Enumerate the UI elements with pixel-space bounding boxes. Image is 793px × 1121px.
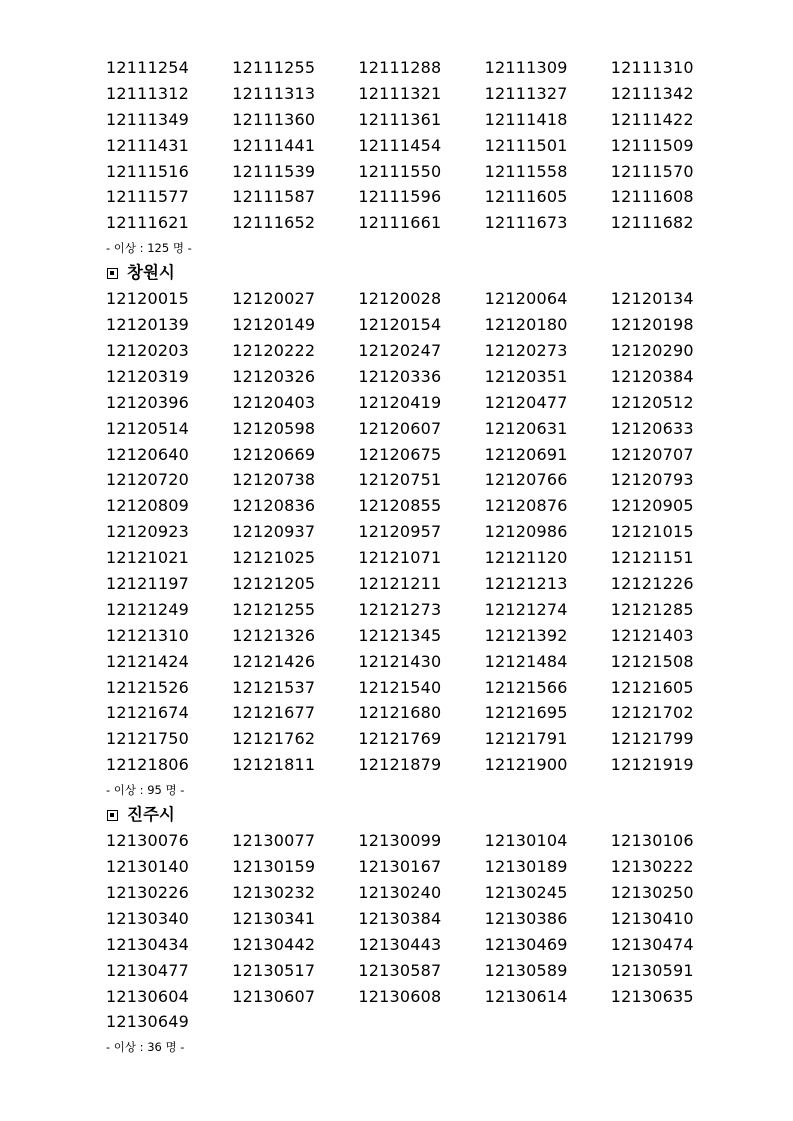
id-number: 12121249 (106, 599, 190, 619)
id-number: 12111570 (610, 161, 694, 181)
id-number: 12121426 (232, 651, 316, 671)
id-number: 12111255 (232, 58, 316, 77)
id-number: 12120403 (232, 392, 316, 412)
id-row (106, 55, 746, 81)
id-number: 12130104 (484, 831, 568, 851)
id-number: 12121226 (610, 574, 694, 594)
id-number: 12121326 (232, 625, 316, 645)
id-number: 12120351 (484, 366, 568, 386)
id-number: 12121345 (358, 625, 442, 645)
id-number: 12130587 (358, 960, 442, 980)
id-number: 12120876 (484, 496, 568, 516)
id-number: 12130140 (106, 857, 190, 877)
id-number: 12121695 (484, 703, 568, 723)
id-number: 12120028 (358, 289, 442, 309)
id-number: 12121071 (358, 548, 442, 568)
id-number: 12121680 (358, 703, 442, 723)
id-row (106, 442, 746, 468)
id-number: 12120273 (484, 341, 568, 361)
id-number: 12120986 (484, 522, 568, 542)
id-number: 12120707 (610, 444, 694, 464)
id-number: 12120855 (358, 496, 442, 516)
id-number: 12130240 (358, 882, 442, 902)
section-summary: - 이상 : 125 명 - (106, 241, 192, 256)
id-number: 12120134 (610, 289, 694, 309)
id-number: 12121769 (358, 729, 442, 749)
id-number: 12121285 (610, 599, 694, 619)
id-number: 12111652 (232, 213, 316, 233)
id-number: 12120738 (232, 470, 316, 490)
id-number: 12130226 (106, 882, 190, 902)
section-summary: - 이상 : 95 명 - (106, 783, 185, 798)
id-number: 12120514 (106, 418, 190, 438)
id-row (106, 210, 746, 236)
id-number: 12130341 (232, 908, 316, 928)
id-number: 12130410 (610, 908, 694, 928)
id-number: 12121919 (610, 755, 694, 775)
id-row (106, 597, 746, 623)
id-number: 12111608 (610, 187, 694, 207)
id-number: 12111558 (484, 161, 568, 181)
id-number: 12130442 (232, 934, 316, 954)
id-number: 12130077 (232, 831, 316, 851)
id-number: 12130232 (232, 882, 316, 902)
id-number: 12120222 (232, 341, 316, 361)
id-row (106, 1009, 746, 1035)
id-row (106, 984, 746, 1010)
id-row (106, 700, 746, 726)
id-number: 12120640 (106, 444, 190, 464)
id-number: 12130469 (484, 934, 568, 954)
id-number: 12111577 (106, 187, 190, 207)
id-number: 12121213 (484, 574, 568, 594)
id-number: 12111587 (232, 187, 316, 207)
id-row (106, 338, 746, 364)
id-number: 12111288 (358, 58, 442, 77)
id-number: 12121484 (484, 651, 568, 671)
id-number: 12121900 (484, 755, 568, 775)
id-row (106, 675, 746, 701)
id-number: 12130607 (232, 986, 316, 1006)
id-number: 12120027 (232, 289, 316, 309)
document-body (106, 55, 746, 1059)
id-number: 12121120 (484, 548, 568, 568)
id-number: 12111327 (484, 83, 568, 103)
id-number: 12121566 (484, 677, 568, 697)
id-number: 12120384 (610, 366, 694, 386)
id-number: 12121015 (610, 522, 694, 542)
id-number: 12120139 (106, 315, 190, 335)
id-row (106, 932, 746, 958)
id-number: 12130076 (106, 831, 190, 851)
id-number: 12121211 (358, 574, 442, 594)
id-number: 12120923 (106, 522, 190, 542)
id-number: 12120015 (106, 289, 190, 309)
id-row (106, 286, 746, 312)
section (106, 802, 746, 1059)
id-row (106, 467, 746, 493)
id-number: 12120477 (484, 392, 568, 412)
id-number: 12120766 (484, 470, 568, 490)
id-number: 12111661 (358, 213, 442, 233)
section (106, 260, 746, 802)
id-number: 12121799 (610, 729, 694, 749)
id-number: 12121430 (358, 651, 442, 671)
id-number: 12120669 (232, 444, 316, 464)
id-row (106, 726, 746, 752)
id-number: 12120905 (610, 496, 694, 516)
id-number: 12111605 (484, 187, 568, 207)
id-number: 12120064 (484, 289, 568, 309)
id-number: 12121392 (484, 625, 568, 645)
section-title (106, 802, 746, 828)
id-number: 12130434 (106, 934, 190, 954)
id-row (106, 545, 746, 571)
id-row (106, 623, 746, 649)
id-number: 12130099 (358, 831, 442, 851)
id-number: 12111550 (358, 161, 442, 181)
id-number: 12120198 (610, 315, 694, 335)
id-number: 12130477 (106, 960, 190, 980)
id-number: 12130245 (484, 882, 568, 902)
id-row (106, 390, 746, 416)
id-number: 12120336 (358, 366, 442, 386)
square-icon (107, 268, 118, 279)
id-number: 12130189 (484, 857, 568, 877)
id-number: 12111422 (610, 109, 694, 129)
id-number: 12120512 (610, 392, 694, 412)
id-number: 12120675 (358, 444, 442, 464)
id-row (106, 364, 746, 390)
id-number: 12130384 (358, 908, 442, 928)
id-number: 12121310 (106, 625, 190, 645)
id-number: 12120396 (106, 392, 190, 412)
id-number: 12111418 (484, 109, 568, 129)
id-number: 12121762 (232, 729, 316, 749)
id-number: 12120154 (358, 315, 442, 335)
id-number: 12111360 (232, 109, 316, 129)
id-number: 12111682 (610, 213, 694, 233)
id-number: 12120809 (106, 496, 190, 516)
id-number: 12121197 (106, 574, 190, 594)
id-number: 12130517 (232, 960, 316, 980)
id-number: 12130589 (484, 960, 568, 980)
id-row (106, 81, 746, 107)
section-title (106, 260, 746, 286)
id-number: 12120203 (106, 341, 190, 361)
id-number: 12130604 (106, 986, 190, 1006)
id-number: 12111501 (484, 135, 568, 155)
id-number: 12121526 (106, 677, 190, 697)
id-number: 12111349 (106, 109, 190, 129)
id-number: 12111431 (106, 135, 190, 155)
id-row (106, 184, 746, 210)
id-number: 12111441 (232, 135, 316, 155)
id-row (106, 958, 746, 984)
id-number: 12111309 (484, 58, 568, 77)
id-number: 12121403 (610, 625, 694, 645)
id-number: 12120633 (610, 418, 694, 438)
id-row (106, 493, 746, 519)
id-row (106, 649, 746, 675)
id-number: 12111361 (358, 109, 442, 129)
id-row (106, 571, 746, 597)
id-number: 12111621 (106, 213, 190, 233)
id-number: 12121424 (106, 651, 190, 671)
id-number: 12130591 (610, 960, 694, 980)
id-number: 12130635 (610, 986, 694, 1006)
id-number: 12111509 (610, 135, 694, 155)
section (106, 55, 746, 260)
id-number: 12121540 (358, 677, 442, 697)
id-number: 12121025 (232, 548, 316, 568)
id-number: 12130386 (484, 908, 568, 928)
id-row (106, 107, 746, 133)
id-number: 12130222 (610, 857, 694, 877)
id-row (106, 880, 746, 906)
id-row (106, 752, 746, 778)
id-number: 12111254 (106, 58, 190, 77)
id-number: 12120836 (232, 496, 316, 516)
id-number: 12121255 (232, 599, 316, 619)
id-number: 12111321 (358, 83, 442, 103)
id-number: 12120607 (358, 418, 442, 438)
id-row (106, 159, 746, 185)
id-number: 12130614 (484, 986, 568, 1006)
id-number: 12121702 (610, 703, 694, 723)
id-number: 12121879 (358, 755, 442, 775)
id-number: 12111516 (106, 161, 190, 181)
id-number: 12120751 (358, 470, 442, 490)
id-number: 12111310 (610, 58, 694, 77)
id-number: 12111454 (358, 135, 442, 155)
id-number: 12111313 (232, 83, 316, 103)
id-number: 12120793 (610, 470, 694, 490)
id-number: 12120419 (358, 392, 442, 412)
id-number: 12130608 (358, 986, 442, 1006)
id-number: 12130474 (610, 934, 694, 954)
id-number: 12121205 (232, 574, 316, 594)
id-number: 12130649 (106, 1012, 190, 1032)
id-number: 12120957 (358, 522, 442, 542)
id-number: 12121677 (232, 703, 316, 723)
section-title-label: 진주시 (127, 805, 175, 825)
id-number: 12111673 (484, 213, 568, 233)
id-number: 12121274 (484, 599, 568, 619)
id-row (106, 906, 746, 932)
id-number: 12120631 (484, 418, 568, 438)
id-number: 12120691 (484, 444, 568, 464)
id-row (106, 416, 746, 442)
id-number: 12120598 (232, 418, 316, 438)
id-number: 12111539 (232, 161, 316, 181)
id-number: 12121750 (106, 729, 190, 749)
id-row (106, 519, 746, 545)
id-number: 12121021 (106, 548, 190, 568)
id-number: 12111342 (610, 83, 694, 103)
id-number: 12130443 (358, 934, 442, 954)
id-number: 12120326 (232, 366, 316, 386)
id-number: 12111596 (358, 187, 442, 207)
id-number: 12121605 (610, 677, 694, 697)
id-number: 12130250 (610, 882, 694, 902)
section-summary: - 이상 : 36 명 - (106, 1040, 185, 1055)
id-number: 12121811 (232, 755, 316, 775)
id-number: 12121151 (610, 548, 694, 568)
id-number: 12121508 (610, 651, 694, 671)
id-number: 12120290 (610, 341, 694, 361)
id-number: 12121273 (358, 599, 442, 619)
id-number: 12130159 (232, 857, 316, 877)
id-number: 12111312 (106, 83, 190, 103)
id-number: 12120720 (106, 470, 190, 490)
id-number: 12121791 (484, 729, 568, 749)
id-number: 12120180 (484, 315, 568, 335)
id-row (106, 312, 746, 338)
id-number: 12130106 (610, 831, 694, 851)
id-number: 12121674 (106, 703, 190, 723)
id-number: 12121806 (106, 755, 190, 775)
id-row (106, 854, 746, 880)
id-number: 12121537 (232, 677, 316, 697)
section-title-label: 창원시 (127, 263, 175, 283)
square-icon (107, 810, 118, 821)
id-number: 12130167 (358, 857, 442, 877)
id-number: 12130340 (106, 908, 190, 928)
id-number: 12120319 (106, 366, 190, 386)
id-row (106, 828, 746, 854)
id-number: 12120149 (232, 315, 316, 335)
id-row (106, 133, 746, 159)
id-number: 12120937 (232, 522, 316, 542)
id-number: 12120247 (358, 341, 442, 361)
